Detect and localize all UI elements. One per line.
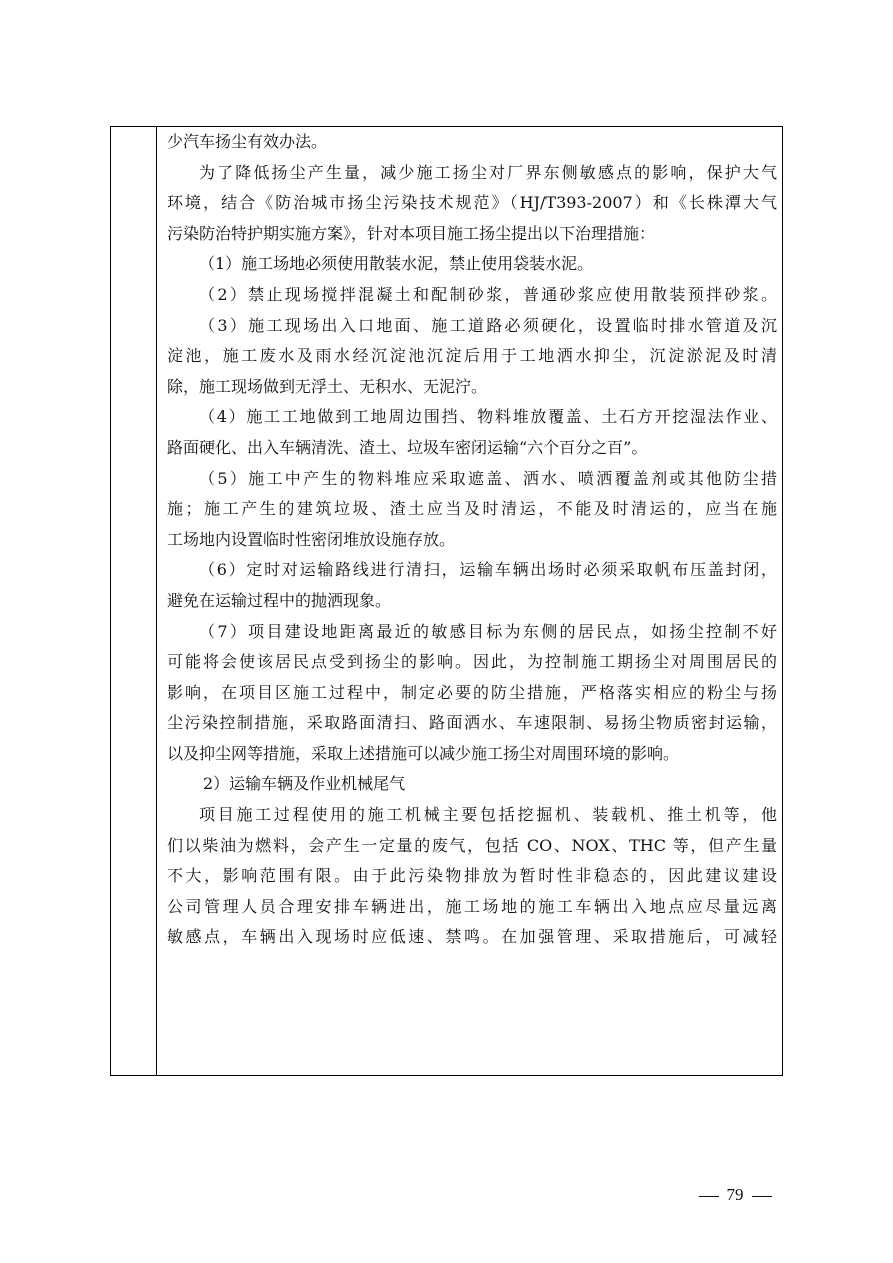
text-line: 项目施工过程使用的施工机械主要包括挖掘机、装载机、推土机等，他 [199, 805, 777, 825]
text-line: 少汽车扬尘有效办法。 [167, 132, 328, 151]
text-line: （1）施工场地必须使用散装水泥，禁止使用袋装水泥。 [199, 254, 594, 274]
text-line: 为了降低扬尘产生量，减少施工扬尘对厂界东侧敏感点的影响，保护大气 [199, 162, 777, 182]
text-line: （7）项目建设地距离最近的敏感目标为东侧的居民点，如扬尘控制不好 [199, 621, 777, 641]
content-table [110, 126, 783, 1076]
text-line: 敏感点，车辆出入现场时应低速、禁鸣。在加强管理、采取措施后，可减轻 [167, 927, 777, 947]
text-line: 施；施工产生的建筑垃圾、渣土应当及时清运，不能及时清运的，应当在施 [167, 499, 777, 519]
dash-right [752, 1196, 772, 1197]
text-line: 尘污染控制措施，采取路面清扫、路面洒水、车速限制、易扬尘物质密封运输， [167, 713, 777, 733]
text-line: 们以柴油为燃料，会产生一定量的废气，包括 CO、NOX、THC 等，但产生量 [167, 835, 777, 855]
text-line: （2）禁止现场搅拌混凝土和配制砂浆，普通砂浆应使用散装预拌砂浆。 [199, 284, 777, 304]
text-line: 可能将会使该居民点受到扬尘的影响。因此，为控制施工期扬尘对周围居民的 [167, 652, 777, 672]
text-line: 2）运输车辆及作业机械尾气 [203, 774, 406, 794]
text-line: 污染防治特护期实施方案》，针对本项目施工扬尘提出以下治理措施： [167, 223, 656, 243]
page-number: 79 [726, 1185, 744, 1204]
text-line: 以及抑尘网等措施，采取上述措施可以减少施工扬尘对周围环境的影响。 [167, 743, 680, 763]
text-line: 淀池，施工废水及雨水经沉淀池沉淀后用于工地洒水抑尘，沉淀淤泥及时清 [167, 346, 777, 366]
text-line: 不大，影响范围有限。由于此污染物排放为暂时性非稳态的，因此建议建设 [167, 866, 777, 886]
page-footer [690, 1185, 780, 1205]
text-line: 除，施工现场做到无浮土、无积水、无泥泞。 [167, 376, 488, 396]
text-line: （6）定时对运输路线进行清扫，运输车辆出场时必须采取帆布压盖封闭， [199, 560, 777, 580]
table-content-cell [167, 127, 777, 953]
text-line: 避免在运输过程中的抛洒现象。 [167, 590, 392, 610]
text-line: 路面硬化、出入车辆清洗、渣土、垃圾车密闭运输“六个百分之百”。 [167, 437, 648, 457]
text-line: （3）施工现场出入口地面、施工道路必须硬化，设置临时排水管道及沉 [199, 315, 777, 335]
text-line: 公司管理人员合理安排车辆进出，施工场地的施工车辆出入地点应尽量远离 [167, 896, 777, 916]
text-line: 影响，在项目区施工过程中，制定必要的防尘措施，严格落实相应的粉尘与扬 [167, 682, 777, 702]
text-line: 工场地内设置临时性密闭堆放设施存放。 [167, 529, 456, 549]
text-line: 环境，结合《防治城市扬尘污染技术规范》（HJ/T393-2007）和《长株潭大气 [167, 193, 777, 213]
table-left-column [111, 127, 157, 1075]
text-line: （4）施工工地做到工地周边围挡、物料堆放覆盖、土石方开挖湿法作业、 [199, 407, 777, 427]
text-line: （5）施工中产生的物料堆应采取遮盖、洒水、喷洒覆盖剂或其他防尘措 [199, 468, 777, 488]
dash-left [699, 1196, 719, 1197]
